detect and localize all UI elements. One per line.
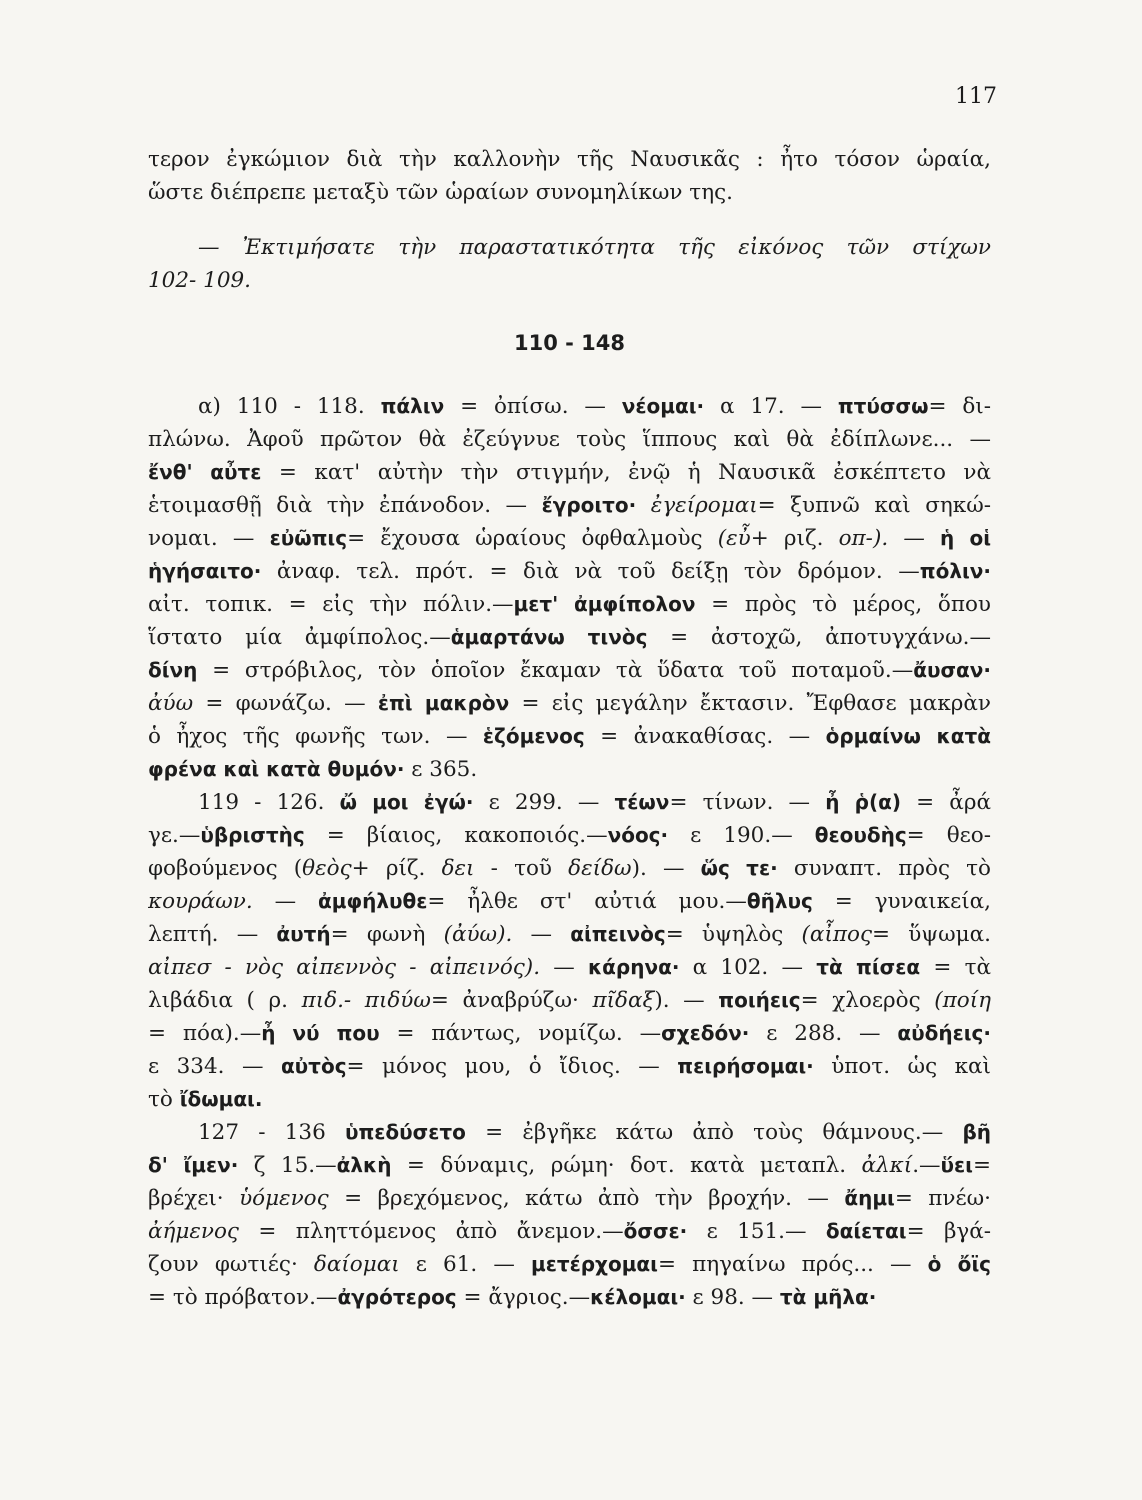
- text-run: 119 - 126.: [198, 790, 340, 815]
- text-line: [148, 390, 991, 423]
- text-run: ζ 15.—: [238, 1153, 337, 1178]
- headword: βῆ: [962, 1120, 991, 1144]
- text-run: =: [972, 1153, 991, 1178]
- text-run: ὑποτ. ὡς καὶ: [813, 1054, 991, 1079]
- text-run: = ἆρά: [901, 790, 991, 815]
- headword: ὁρμαίνω κατὰ: [825, 724, 991, 748]
- text-run: = φωνὴ: [330, 922, 444, 947]
- text-run: = γυναικεία,: [812, 889, 991, 914]
- text-line: [148, 264, 991, 297]
- text-run: ε 288. —: [749, 1021, 898, 1046]
- text-run: = ὑψηλὸς: [665, 922, 802, 947]
- text-run: τὸ: [148, 1087, 180, 1112]
- text-line: [148, 687, 991, 720]
- text-run: = ἀστοχῶ, ἀποτυγχάνω.—: [647, 625, 991, 650]
- paragraph: [148, 786, 991, 1116]
- text-run: - τοῦ: [474, 856, 569, 881]
- italic-text: δει: [441, 856, 475, 881]
- text-line: [148, 588, 991, 621]
- intro-paragraph: [148, 143, 991, 209]
- headword: δ' ἴμεν·: [148, 1153, 239, 1177]
- text-run: = βγά-: [906, 1219, 991, 1244]
- text-run: = πνέω·: [894, 1186, 991, 1211]
- headword: ἡγήσαιτο·: [148, 559, 262, 583]
- text-run: —: [540, 955, 588, 980]
- text-line: [148, 786, 991, 819]
- text-run: ριζ.: [768, 526, 839, 551]
- text-line: [148, 176, 991, 209]
- text-run: .—: [912, 1153, 941, 1178]
- text-run: = ὀπίσω. —: [444, 394, 622, 419]
- headword: ὕει: [940, 1153, 973, 1177]
- text-line: [148, 918, 991, 951]
- page-body: [148, 143, 991, 1314]
- text-run: ἑτοιμασθῇ διὰ τὴν ἐπάνοδον. —: [148, 493, 542, 518]
- italic-text: οπ-). —: [838, 526, 940, 551]
- text-line: [148, 1182, 991, 1215]
- italic-text: (αἶπος: [801, 922, 872, 947]
- headword: ἀγρότερος: [337, 1285, 457, 1309]
- text-run: = τὸ πρόβατον.—: [148, 1285, 338, 1310]
- headword: δίνη: [148, 658, 198, 682]
- headword: ἄυσαν·: [913, 658, 991, 682]
- headword: τὰ μῆλα·: [779, 1285, 877, 1309]
- italic-text: θεὸς: [302, 856, 352, 881]
- text-run: = φωνάζω. —: [193, 691, 378, 716]
- headword: ἦ νύ που: [261, 1021, 380, 1045]
- text-line: [148, 522, 991, 555]
- text-run: = μόνος μου, ὁ ἴδιος. —: [346, 1054, 678, 1079]
- text-line: [148, 555, 991, 588]
- headword: φρένα καὶ κατὰ θυμόν·: [148, 757, 405, 781]
- text-run: = ἄγριος.—: [456, 1285, 591, 1310]
- italic-text: ἀύω: [148, 691, 194, 716]
- page-number: 117: [955, 84, 997, 109]
- headword: θεουδὴς: [814, 823, 907, 847]
- text-run: γε.—: [148, 823, 201, 848]
- text-run: βρέχει·: [148, 1186, 240, 1211]
- text-run: ε 61. —: [399, 1252, 531, 1277]
- text-run: λεπτή. —: [148, 922, 277, 947]
- text-run: = κατ' αὐτὴν τὴν στιγμήν, ἐνῷ ἡ Ναυσικᾶ ἐσκέπτετο νὰ: [261, 460, 991, 485]
- headword: ἐπὶ μακρὸν: [377, 691, 510, 715]
- headword: ὁ ὄϊς: [927, 1252, 991, 1276]
- headword: αὐδήεις·: [897, 1021, 991, 1045]
- text-run: ὁ ἦχος τῆς φωνῆς των. —: [148, 724, 483, 749]
- headword: κάρηνα·: [587, 955, 680, 979]
- text-run: = πληττόμενος ἀπὸ ἄνεμον.—: [238, 1219, 624, 1244]
- headword: ὑβριστὴς: [200, 823, 305, 847]
- headword: πόλιν·: [919, 559, 991, 583]
- italic-text: πῖδαξ: [592, 988, 655, 1013]
- italic-text: (ποίη: [934, 988, 991, 1013]
- text-run: —: [252, 889, 319, 914]
- text-run: = ἦλθε στ' αὐτιά μου.—: [427, 889, 747, 914]
- headword: ὥς τε·: [700, 856, 778, 880]
- text-line: [148, 489, 991, 522]
- italic-text: (εὖ+: [717, 526, 769, 551]
- text-run: = χλοερὸς: [800, 988, 935, 1013]
- text-run: ε 365.: [404, 757, 478, 782]
- text-run: ε 334. —: [148, 1054, 281, 1079]
- headword: τέων: [614, 790, 670, 814]
- headword: πάλιν: [380, 394, 445, 418]
- text-line: [148, 951, 991, 984]
- text-line: [148, 1248, 991, 1281]
- text-run: = ἔχουσα ὡραίους ὀφθαλμοὺς: [347, 526, 718, 551]
- headword: ὤ μοι ἐγώ·: [339, 790, 474, 814]
- text-line: [148, 753, 991, 786]
- text-run: αἰτ. τοπικ. = εἰς τὴν πόλιν.—: [148, 592, 514, 617]
- text-run: τερον ἐγκώμιον διὰ τὴν καλλονὴν τῆς Ναυσικᾶς : ἦτο τόσον ὡραία,: [148, 147, 991, 172]
- headword: ποιήεις: [718, 988, 801, 1012]
- italic-text: ἀήμενος: [148, 1219, 239, 1244]
- italic-text: δαίομαι: [313, 1252, 400, 1277]
- italic-text: πιδ.- πιδύω: [301, 988, 431, 1013]
- text-line: [148, 885, 991, 918]
- headword: ἴδωμαι.: [179, 1087, 263, 1111]
- headword: ἁμαρτάνω τινὸς: [450, 625, 648, 649]
- text-run: = εἰς μεγάλην ἔκτασιν. Ἔφθασε μακρὰν: [509, 691, 991, 716]
- text-run: ἵστατο μία ἀμφίπολος.—: [148, 625, 451, 650]
- text-run: ἀναφ. τελ. πρότ. = διὰ νὰ τοῦ δείξῃ τὸν δρόμον. —: [261, 559, 920, 584]
- text-line: [148, 621, 991, 654]
- text-run: λιβάδια ( ρ.: [148, 988, 302, 1013]
- text-run: = ἀνακαθίσας. —: [584, 724, 826, 749]
- headword: ἀυτή: [276, 922, 331, 946]
- text-run: = ἐβγῆκε κάτω ἀπὸ τοὺς θάμνους.—: [465, 1120, 963, 1145]
- text-run: = ὕψωμα.: [871, 922, 991, 947]
- paragraph: [148, 390, 991, 786]
- text-run: = θεο-: [906, 823, 991, 848]
- text-line: [148, 819, 991, 852]
- italic-text: ὑόμενος: [239, 1186, 329, 1211]
- text-line: [148, 654, 991, 687]
- italic-text: αἰπεσ - νὸς αἰπεννὸς - αἰπεινός).: [148, 955, 541, 980]
- headword: αὐτὸς: [280, 1054, 347, 1078]
- section-heading: 110 - 148: [513, 331, 625, 355]
- text-run: = ἀναβρύζω·: [430, 988, 593, 1013]
- headword: εὐῶπις: [269, 526, 348, 550]
- italic-text: 102- 109.: [148, 268, 252, 293]
- text-run: α 102. —: [679, 955, 817, 980]
- text-line: [148, 984, 991, 1017]
- text-run: πλώνω. Ἀφοῦ πρῶτον θὰ ἐζεύγνυε τοὺς ἵππους καὶ θὰ ἐδίπλωνε... —: [148, 427, 991, 452]
- headword: νόος·: [607, 823, 669, 847]
- text-line: [148, 456, 991, 489]
- text-run: = δύναμις, ρώμη· δοτ. κατὰ μεταπλ.: [391, 1153, 862, 1178]
- text-run: = δι-: [928, 394, 991, 419]
- text-run: = πάντως, νομίζω. —: [379, 1021, 662, 1046]
- headword: κέλομαι·: [590, 1285, 686, 1309]
- text-line: [148, 852, 991, 885]
- headword: νέομαι·: [621, 394, 705, 418]
- text-line: [148, 1017, 991, 1050]
- text-run: + ρίζ.: [351, 856, 442, 881]
- text-run: = πρὸς τὸ μέρος, ὅπου: [695, 592, 991, 617]
- headword: ἄημι: [844, 1186, 895, 1210]
- text-line: [148, 1116, 991, 1149]
- text-run: = πόα).—: [148, 1021, 262, 1046]
- text-line: [148, 423, 991, 456]
- headword: ἡ οἱ: [939, 526, 991, 550]
- text-run: ὥστε διέπρεπε μεταξὺ τῶν ὡραίων συνομηλίκων της.: [148, 180, 733, 205]
- headword: μετέρχομαι: [530, 1252, 658, 1276]
- text-run: ε 299. —: [473, 790, 615, 815]
- text-run: α 17. —: [704, 394, 838, 419]
- headword: μετ' ἀμφίπολον: [513, 592, 696, 616]
- text-line: [148, 720, 991, 753]
- headword: πειρήσομαι·: [677, 1054, 814, 1078]
- text-run: = βρεχόμενος, κάτω ἀπὸ τὴν βροχήν. —: [328, 1186, 845, 1211]
- headword: σχεδόν·: [661, 1021, 750, 1045]
- headword: ἀμφήλυθε: [318, 889, 428, 913]
- text-run: ζουν φωτιές·: [148, 1252, 314, 1277]
- text-run: 127 - 136: [198, 1120, 345, 1145]
- italic-text: δείδω: [568, 856, 632, 881]
- italic-text: ἐγείρομαι: [636, 493, 758, 518]
- text-run: = στρόβιλος, τὸν ὁποῖον ἔκαμαν τὰ ὕδατα τοῦ ποταμοῦ.—: [197, 658, 914, 683]
- text-run: συναπτ. πρὸς τὸ: [777, 856, 991, 881]
- headword: ἔνθ' αὖτε: [148, 460, 262, 484]
- headword: ὑπεδύσετο: [344, 1120, 466, 1144]
- text-run: ). —: [631, 856, 701, 881]
- text-line: [148, 143, 991, 176]
- text-line: [148, 1149, 991, 1182]
- text-run: = ξυπνῶ καὶ σηκώ-: [757, 493, 991, 518]
- text-run: = βίαιος, κακοποιός.—: [304, 823, 608, 848]
- headword: ὄσσε·: [623, 1219, 688, 1243]
- text-line: [148, 231, 991, 264]
- headword: δαίεται: [825, 1219, 907, 1243]
- text-run: ε 190.—: [668, 823, 815, 848]
- headword: αἰπεινὸς: [570, 922, 666, 946]
- text-run: φοβούμενος (: [148, 856, 303, 881]
- text-run: ε 151.—: [687, 1219, 826, 1244]
- headword: ἀλκὴ: [336, 1153, 392, 1177]
- text-line: [148, 1215, 991, 1248]
- exercise-prompt: [148, 231, 991, 297]
- headword: τὰ πίσεα: [816, 955, 921, 979]
- italic-text: (ἀύω).: [443, 922, 513, 947]
- headword: ἑζόμενος: [482, 724, 585, 748]
- headword: θῆλυς: [746, 889, 813, 913]
- text-line: [148, 1083, 991, 1116]
- text-line: [148, 1281, 991, 1314]
- italic-text: — Ἐκτιμήσατε τὴν παραστατικότητα τῆς εἰκόνος τῶν στίχων: [198, 235, 991, 260]
- italic-text: ἀλκί: [861, 1153, 913, 1178]
- text-run: = πηγαίνω πρός... —: [657, 1252, 928, 1277]
- text-run: = τίνων. —: [669, 790, 826, 815]
- text-run: νομαι. —: [148, 526, 270, 551]
- text-run: —: [512, 922, 571, 947]
- headword: ἔγροιτο·: [541, 493, 637, 517]
- text-run: = τὰ: [920, 955, 991, 980]
- text-run: ). —: [654, 988, 719, 1013]
- commentary: [148, 390, 991, 1314]
- italic-text: κουράων.: [148, 889, 253, 914]
- text-line: [148, 1050, 991, 1083]
- headword: πτύσσω: [837, 394, 929, 418]
- paragraph: [148, 1116, 991, 1314]
- headword: ἦ ῥ(α): [825, 790, 902, 814]
- text-run: α) 110 - 118.: [198, 394, 381, 419]
- text-run: ε 98. —: [685, 1285, 780, 1310]
